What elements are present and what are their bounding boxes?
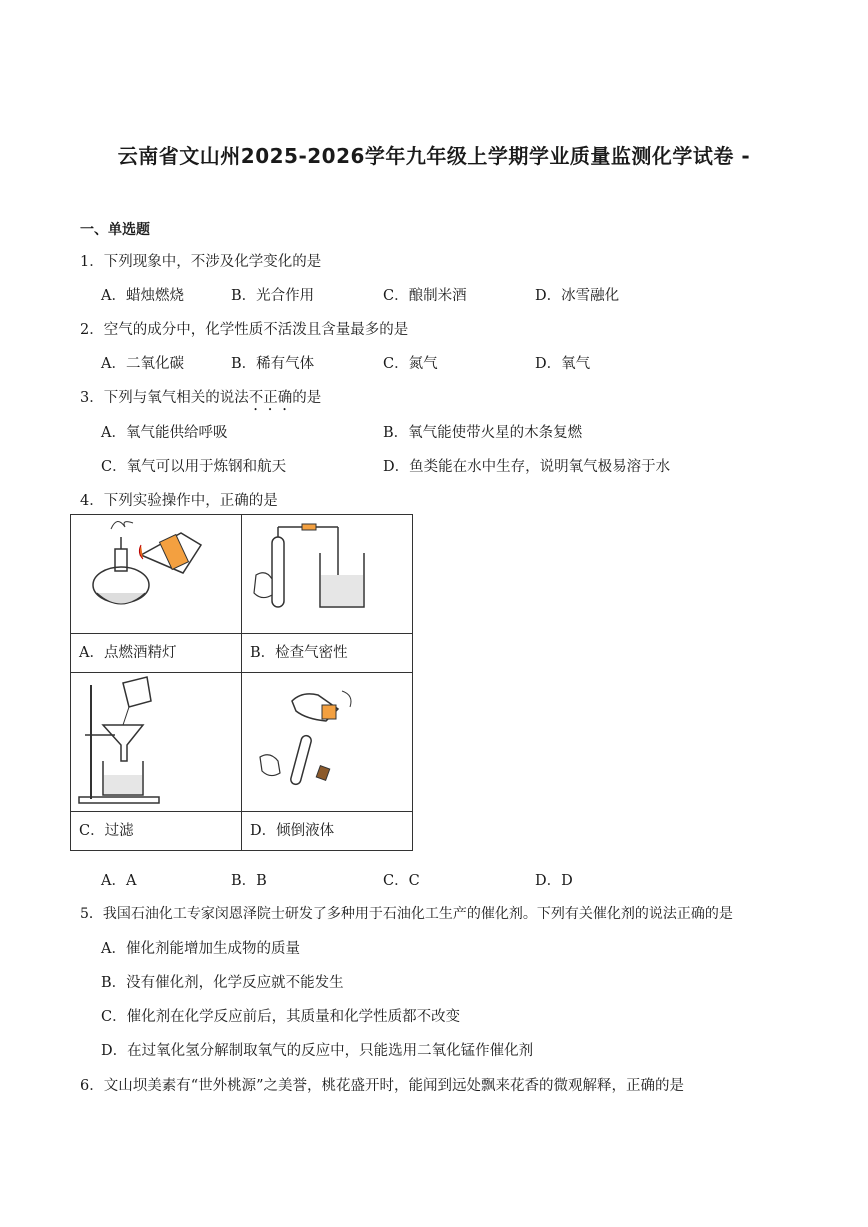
airtightness-illustration xyxy=(242,515,404,633)
question-3-option-d: D．鱼类能在水中生存，说明氧气极易溶于水 xyxy=(383,459,671,475)
figure-caption-a: A．点燃酒精灯 xyxy=(71,634,242,673)
pouring-illustration xyxy=(242,673,404,811)
question-3-option-b: B．氧气能使带火星的木条复燃 xyxy=(383,425,583,441)
question-4-option-b: B．B xyxy=(231,873,267,889)
question-3-stem-post: 的是 xyxy=(292,390,322,406)
question-6-stem: 6．文山坝美素有“世外桃源”之美誉，桃花盛开时，能闻到远处飘来花香的微观解释，正确的是 xyxy=(80,1078,685,1094)
question-3-option-a: A．氧气能供给呼吸 xyxy=(101,425,228,441)
question-4-option-d: D．D xyxy=(535,873,573,889)
figure-caption-b: B．检查气密性 xyxy=(242,634,413,673)
question-5-option-a: A．催化剂能增加生成物的质量 xyxy=(101,941,300,957)
question-2-option-a: A．二氧化碳 xyxy=(101,356,184,372)
figure-lighting-alcohol-lamp xyxy=(71,515,242,634)
question-1-option-a: A．蜡烛燃烧 xyxy=(101,288,184,304)
question-1-option-d: D．冰雪融化 xyxy=(535,288,620,304)
question-4-option-a: A．A xyxy=(101,873,137,889)
question-5-stem: 5．我国石油化工专家闵恩泽院士研发了多种用于石油化工生产的催化剂。下列有关催化剂的说法正确的是 xyxy=(80,906,733,922)
question-2-stem: 2．空气的成分中，化学性质不活泼且含量最多的是 xyxy=(80,322,409,338)
question-1-stem: 1．下列现象中，不涉及化学变化的是 xyxy=(80,254,322,270)
figure-filtration xyxy=(71,673,242,812)
question-1-option-b: B．光合作用 xyxy=(231,288,315,304)
question-1-option-c: C．酿制米酒 xyxy=(383,288,467,304)
question-3-stem-pre: 3．下列与氧气相关的说法 xyxy=(80,390,249,406)
figure-caption-c: C．过滤 xyxy=(71,812,242,851)
question-5-option-d: D．在过氧化氢分解制取氧气的反应中，只能选用二氧化锰作催化剂 xyxy=(101,1043,534,1059)
question-3-stem xyxy=(80,386,321,414)
question-4-figure-table xyxy=(70,514,413,851)
question-2-option-b: B．稀有气体 xyxy=(231,356,315,372)
figure-pouring-liquid xyxy=(242,673,413,812)
question-5-option-b: B．没有催化剂，化学反应就不能发生 xyxy=(101,975,344,991)
question-4-stem: 4．下列实验操作中，正确的是 xyxy=(80,493,278,509)
question-5-option-c: C．催化剂在化学反应前后，其质量和化学性质都不改变 xyxy=(101,1009,461,1025)
section-heading: 一、单选题 xyxy=(80,222,150,238)
page-title: 云南省文山州2025-2026学年九年级上学期学业质量监测化学试卷 - xyxy=(117,144,751,168)
question-3-stem-emphasis: 不正确 xyxy=(248,390,293,406)
filtration-illustration xyxy=(71,673,233,811)
figure-caption-d: D．倾倒液体 xyxy=(242,812,413,851)
question-3-option-c: C．氧气可以用于炼钢和航天 xyxy=(101,459,287,475)
question-4-option-c: C．C xyxy=(383,873,420,889)
figure-checking-airtightness xyxy=(242,515,413,634)
question-2-option-c: C．氮气 xyxy=(383,356,438,372)
question-2-option-d: D．氧气 xyxy=(535,356,591,372)
alcohol-lamp-illustration xyxy=(71,515,233,633)
